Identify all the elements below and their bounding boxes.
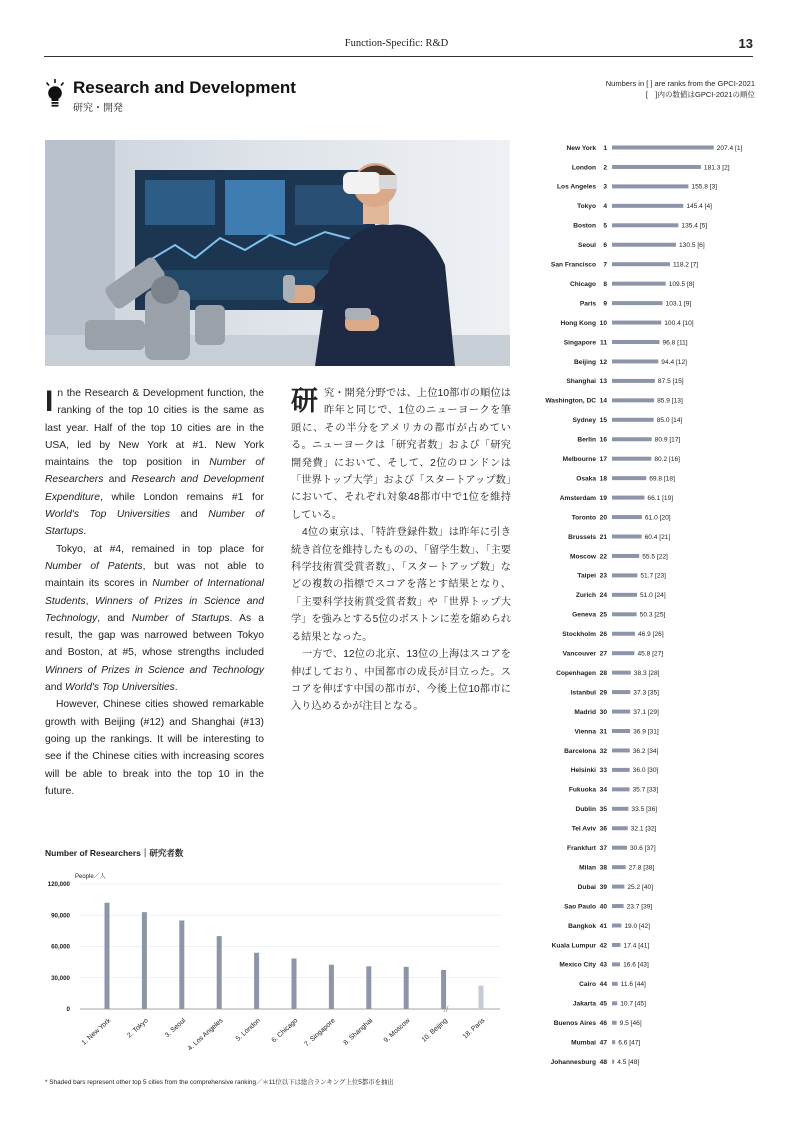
- ranking-bar: [612, 807, 628, 811]
- score-label: 207.4 [1]: [716, 144, 743, 152]
- section-subtitle: 研究・開発: [73, 103, 123, 114]
- rank-number: 45: [599, 1000, 607, 1008]
- score-label: 16.6 [43]: [623, 961, 649, 969]
- rank-number: 39: [599, 883, 607, 891]
- city-label: Vienna: [574, 728, 596, 736]
- ranking-bar: [612, 1040, 615, 1044]
- y-tick-label: 120,000: [47, 881, 70, 889]
- score-label: 85.0 [14]: [656, 417, 683, 425]
- ranking-bar: [612, 826, 628, 830]
- score-label: 155.8 [3]: [691, 183, 718, 191]
- drop-cap: 研: [291, 386, 318, 416]
- ranking-bar: [612, 515, 642, 519]
- score-label: 4.5 [48]: [617, 1058, 640, 1066]
- city-label: Fukuoka: [568, 786, 596, 794]
- ranking-bar: [612, 398, 654, 402]
- rank-note-en: Numbers in [ ] are ranks from the GPCI-2021: [605, 79, 755, 88]
- rank-number: 47: [599, 1039, 607, 1047]
- ranking-bar: [612, 282, 666, 286]
- ranking-bar: [612, 748, 630, 752]
- city-label: Beijing: [574, 358, 596, 366]
- rank-number: 43: [599, 961, 607, 969]
- score-label: 33.5 [36]: [631, 806, 658, 814]
- rank-number: 28: [599, 669, 607, 677]
- bar: [142, 912, 147, 1009]
- x-tick-label: 3. Seoul: [163, 1017, 188, 1040]
- y-tick-label: 0: [66, 1006, 70, 1014]
- city-label: Barcelona: [564, 747, 596, 755]
- score-label: 181.3 [2]: [703, 164, 730, 172]
- x-tick-label: 1. New York: [80, 1017, 113, 1047]
- rank-number: 27: [599, 650, 607, 658]
- axis-break-marker: //: [443, 1004, 449, 1014]
- rank-number: 22: [599, 553, 607, 561]
- bar: [217, 936, 222, 1009]
- rank-number: 18: [599, 475, 607, 483]
- city-label: Moscow: [569, 553, 596, 561]
- score-label: 50.3 [25]: [639, 611, 666, 619]
- running-header: Function-Specific: R&D: [344, 38, 449, 49]
- score-label: 35.7 [33]: [632, 786, 659, 794]
- score-label: 25.2 [40]: [627, 883, 654, 891]
- footnote: * Shaded bars represent other top 5 cities from the comprehensive ranking／＊11位以下は総合ランキング上位5都市を抽出: [45, 1079, 394, 1086]
- ranking-bar: [612, 846, 627, 850]
- score-label: 51.0 [24]: [640, 592, 666, 600]
- rank-number: 6: [603, 242, 607, 250]
- section-title: Research and Development: [73, 78, 296, 97]
- city-label: Toronto: [571, 514, 596, 522]
- city-label: Geneva: [572, 611, 596, 619]
- city-label: Mumbai: [571, 1039, 596, 1047]
- ranking-bar: [612, 359, 658, 363]
- score-label: 36.9 [31]: [633, 728, 659, 736]
- ranking-bar: [612, 690, 630, 694]
- city-label: New York: [566, 144, 596, 152]
- ranking-bar: [612, 262, 670, 266]
- rank-number: 2: [603, 164, 607, 172]
- city-label: Copenhagen: [556, 669, 596, 677]
- city-label: Seoul: [578, 242, 596, 250]
- city-label: Tokyo: [577, 203, 596, 211]
- rank-number: 34: [599, 786, 607, 794]
- score-label: 109.5 [8]: [668, 280, 695, 288]
- ranking-bar: [612, 184, 688, 188]
- ranking-bar: [612, 729, 630, 733]
- rank-number: 41: [599, 922, 607, 930]
- rank-note-ja: [ ]内の数値はGPCI-2021の順位: [645, 90, 755, 99]
- city-label: Sao Paulo: [564, 903, 596, 911]
- score-label: 19.0 [42]: [624, 922, 650, 930]
- city-label: Dublin: [575, 806, 596, 814]
- rank-number: 1: [603, 144, 607, 152]
- city-label: Istanbul: [570, 689, 596, 697]
- city-label: Boston: [573, 222, 596, 230]
- paragraph: In the Research & Development function, the ranking of the top 10 cities is the same as last year. Half of the top 10 cities are in the USA, led by New York at #1. New York maintains the top position in Number of Researchers and Research and Development Expenditure, while London remains #1 for World's Top Universities and Number of Startups.: [45, 385, 265, 538]
- rank-note: [606, 78, 755, 100]
- city-label: Stockholm: [562, 631, 596, 639]
- score-label: 37.3 [35]: [633, 689, 659, 697]
- ranking-bar: [612, 710, 630, 714]
- score-label: 61.0 [20]: [644, 514, 671, 522]
- score-label: 17.4 [41]: [623, 942, 650, 950]
- ranking-bar: [612, 146, 714, 150]
- rank-number: 48: [599, 1058, 607, 1066]
- city-label: Madrid: [574, 708, 596, 716]
- ranking-bar: [612, 632, 635, 636]
- score-label: 11.6 [44]: [620, 981, 646, 989]
- city-label: Sydney: [572, 417, 596, 425]
- bar: [404, 967, 409, 1009]
- page-number: 13: [738, 36, 753, 51]
- rank-number: 8: [603, 280, 607, 288]
- paragraph: 研究・開発分野では、上位10都市の順位は昨年と同じで、1位のニューヨークを筆頭に、その半分をアメリカの都市が占めている。ニューヨークは「研究者数」および「研究開発費」において、そして、2位のロンドンは「世界トップ大学」および「スタートアップ数」において、それぞれ対象48都市中で1位を維持している。: [291, 386, 511, 521]
- city-label: Hong Kong: [560, 319, 596, 327]
- score-label: 36.2 [34]: [632, 747, 659, 755]
- x-tick-label: 5. London: [234, 1017, 262, 1043]
- city-label: Bangkok: [568, 922, 596, 930]
- ranking-bar: [612, 321, 661, 325]
- rank-number: 10: [599, 319, 607, 327]
- score-label: 118.2 [7]: [672, 261, 699, 269]
- bar: [179, 920, 184, 1009]
- bar: [366, 966, 371, 1009]
- city-label: Mexico City: [559, 961, 596, 969]
- rank-number: 29: [599, 689, 607, 697]
- ranking-bar: [612, 457, 651, 461]
- rank-number: 13: [599, 378, 607, 386]
- score-label: 69.8 [18]: [649, 475, 675, 483]
- rank-number: 24: [599, 592, 607, 600]
- ranking-bar: [612, 223, 678, 227]
- rank-number: 12: [599, 358, 607, 366]
- y-tick-label: 90,000: [51, 912, 70, 920]
- ranking-bar: [612, 1021, 617, 1025]
- score-label: 66.1 [19]: [647, 494, 674, 502]
- city-label: Vancouver: [562, 650, 596, 658]
- ranking-bar: [612, 943, 621, 947]
- score-label: 9.5 [46]: [619, 1020, 642, 1028]
- rank-number: 35: [599, 806, 607, 814]
- ranking-bar: [612, 865, 626, 869]
- ranking-bar: [612, 612, 637, 616]
- rank-number: 21: [599, 533, 607, 541]
- rank-number: 17: [599, 456, 607, 463]
- ranking-bar: [612, 593, 637, 597]
- score-label: 145.4 [4]: [686, 203, 712, 211]
- bar: [254, 953, 259, 1009]
- rank-number: 7: [603, 261, 607, 269]
- score-label: 30.6 [37]: [630, 845, 656, 852]
- rank-number: 40: [599, 903, 607, 911]
- rank-number: 4: [603, 203, 607, 211]
- score-label: 32.1 [32]: [630, 825, 657, 833]
- ranking-bar: [612, 437, 652, 441]
- lightbulb-icon: [45, 79, 65, 109]
- city-label: Johannesburg: [550, 1058, 596, 1066]
- rank-number: 20: [599, 514, 607, 522]
- body-text-ja: [291, 385, 511, 716]
- score-label: 80.2 [16]: [654, 456, 681, 463]
- ranking-bar: [612, 340, 659, 344]
- researchers-bar-chart: [40, 868, 520, 1068]
- score-label: 87.5 [15]: [657, 378, 684, 386]
- rank-number: 44: [599, 981, 607, 989]
- score-label: 80.9 [17]: [654, 436, 681, 444]
- rnd-ranking-chart: [530, 138, 793, 1068]
- ranking-bar: [612, 243, 676, 247]
- rank-number: 19: [599, 494, 607, 502]
- ranking-bar: [612, 165, 701, 169]
- ranking-bar: [612, 787, 630, 791]
- ranking-bar: [612, 962, 620, 966]
- ranking-bar: [612, 904, 624, 908]
- ranking-bar: [612, 1060, 614, 1064]
- ranking-bar: [612, 671, 631, 675]
- ranking-bar: [612, 885, 624, 889]
- rank-number: 25: [599, 611, 607, 619]
- rank-number: 26: [599, 631, 607, 639]
- x-tick-label: 18. Paris: [461, 1017, 487, 1041]
- paragraph: 一方で、12位の北京、13位の上海はスコアを伸ばしており、中国都市の成長が目立った。スコアを伸ばす中国の都市が、今後上位10都市に入り込めるかが注目となる。: [291, 649, 511, 713]
- y-tick-label: 30,000: [51, 974, 70, 982]
- rank-number: 38: [599, 864, 607, 872]
- city-label: Los Angeles: [557, 183, 596, 191]
- city-label: Osaka: [576, 475, 596, 483]
- city-label: Brussels: [568, 533, 596, 541]
- drop-cap: I: [45, 385, 54, 418]
- y-tick-label: 60,000: [51, 943, 70, 951]
- score-label: 85.9 [13]: [657, 397, 683, 405]
- city-label: Kuala Lumpur: [551, 942, 596, 950]
- rank-number: 5: [603, 222, 607, 230]
- rank-number: 37: [599, 845, 607, 852]
- paragraph: Tokyo, at #4, remained in top place for Number of Patents, but was not able to maintain its scores in Number of International Students, Winners of Prizes in Science and Technology, and Number of Startups. As a result, the gap was narrowed between Tokyo and Boston, at #5, whose strengths included Winners of Prizes in Science and Technology and World's Top Universities.: [45, 543, 265, 694]
- rank-number: 33: [599, 767, 607, 775]
- vr-researcher-photo: [45, 140, 510, 366]
- city-label: Berlin: [577, 436, 596, 444]
- score-label: 103.1 [9]: [665, 300, 692, 308]
- x-tick-label: 6. Chicago: [270, 1017, 300, 1045]
- bar: [105, 903, 110, 1009]
- score-label: 27.8 [38]: [628, 864, 655, 872]
- city-label: Buenos Aires: [553, 1020, 596, 1028]
- score-label: 23.7 [39]: [626, 903, 653, 911]
- ranking-bar: [612, 1001, 617, 1005]
- score-label: 96.8 [11]: [662, 339, 688, 347]
- x-tick-label: 7. Singapore: [303, 1017, 337, 1049]
- score-label: 36.0 [30]: [632, 767, 659, 775]
- score-label: 130.5 [6]: [679, 242, 705, 250]
- ranking-bar: [612, 496, 644, 500]
- rank-number: 31: [599, 728, 607, 736]
- ranking-bar: [612, 301, 663, 305]
- ranking-bar: [612, 982, 618, 986]
- body-text-en: [45, 385, 264, 800]
- city-label: Helsinki: [570, 767, 596, 775]
- city-label: Dubai: [577, 883, 596, 891]
- score-label: 6.6 [47]: [618, 1039, 641, 1047]
- ranking-bar: [612, 476, 646, 480]
- rank-number: 9: [603, 300, 607, 308]
- header-rule: [44, 56, 753, 57]
- score-label: 51.7 [23]: [640, 572, 667, 580]
- ranking-bar: [612, 554, 639, 558]
- score-label: 60.4 [21]: [644, 533, 671, 541]
- score-label: 55.5 [22]: [642, 553, 668, 561]
- city-label: Singapore: [563, 339, 596, 347]
- ranking-bar: [612, 651, 634, 655]
- city-label: London: [571, 164, 596, 172]
- bar: [292, 958, 297, 1009]
- city-label: Milan: [579, 864, 596, 872]
- paragraph: However, Chinese cities showed remarkable growth with Beijing (#12) and Shanghai (#13) going up the rankings. It will be interesting to see if the Chinese cities with increasing scores will be able to break into the top 10 in the future.: [45, 699, 264, 797]
- score-label: 135.4 [5]: [681, 222, 708, 230]
- city-label: Frankfurt: [567, 845, 596, 852]
- score-label: 94.4 [12]: [661, 358, 687, 366]
- ranking-bar: [612, 768, 630, 772]
- city-label: Zurich: [575, 592, 596, 600]
- score-label: 45.8 [27]: [637, 650, 664, 658]
- ranking-bar: [612, 924, 621, 928]
- rank-number: 14: [599, 397, 607, 405]
- score-label: 37.1 [29]: [633, 708, 659, 716]
- score-label: 38.3 [28]: [633, 669, 660, 677]
- city-label: Melbourne: [562, 456, 596, 463]
- city-label: Amsterdam: [559, 494, 596, 502]
- score-label: 46.9 [26]: [638, 631, 664, 639]
- city-label: Jakarta: [572, 1000, 596, 1008]
- city-label: Washington, DC: [545, 397, 596, 405]
- city-label: San Francisco: [550, 261, 596, 269]
- y-axis-label: People／人: [75, 874, 106, 880]
- rank-number: 42: [599, 942, 607, 950]
- ranking-bar: [612, 535, 642, 539]
- ranking-bar: [612, 379, 655, 383]
- paragraph: 4位の東京は、「特許登録件数」は昨年に引き続き首位を維持したものの、「留学生数」、「主要科学技術賞受賞者数」、「スタートアップ数」などの複数の指標でスコアを落とす結果となり、「主要科学技術賞受賞者数」や「世界トップ大学」を強みとする5位のボストンに差を縮められる結果となった。: [291, 527, 511, 643]
- score-label: 10.7 [45]: [620, 1000, 646, 1008]
- city-label: Taipei: [577, 572, 596, 580]
- rank-number: 16: [599, 436, 607, 444]
- rank-number: 15: [599, 417, 607, 425]
- rank-number: 32: [599, 747, 607, 755]
- x-tick-label: 2. Tokyo: [126, 1017, 150, 1040]
- rank-number: 11: [600, 339, 607, 347]
- score-label: 100.4 [10]: [664, 319, 694, 327]
- rank-number: 3: [603, 183, 607, 191]
- ranking-bar: [612, 573, 637, 577]
- x-tick-label: 10. Beijing: [420, 1017, 449, 1044]
- x-tick-label: 9. Moscow: [382, 1017, 412, 1045]
- rank-number: 23: [599, 572, 607, 580]
- rank-number: 30: [599, 708, 607, 716]
- city-label: Paris: [579, 300, 596, 308]
- city-label: Tel Aviv: [571, 825, 596, 833]
- city-label: Shanghai: [566, 378, 596, 386]
- rank-number: 46: [599, 1020, 607, 1028]
- rank-number: 36: [599, 825, 607, 833]
- ranking-bar: [612, 418, 654, 422]
- bar: [479, 986, 484, 1009]
- city-label: Chicago: [569, 280, 596, 288]
- ranking-bar: [612, 204, 683, 208]
- x-tick-label: 8. Shanghai: [342, 1017, 375, 1047]
- city-label: Cairo: [579, 981, 596, 989]
- x-tick-label: 4. Los Angeles: [186, 1017, 225, 1053]
- researchers-chart-title: Number of Researchers｜研究者数: [45, 848, 184, 858]
- bar: [329, 965, 334, 1009]
